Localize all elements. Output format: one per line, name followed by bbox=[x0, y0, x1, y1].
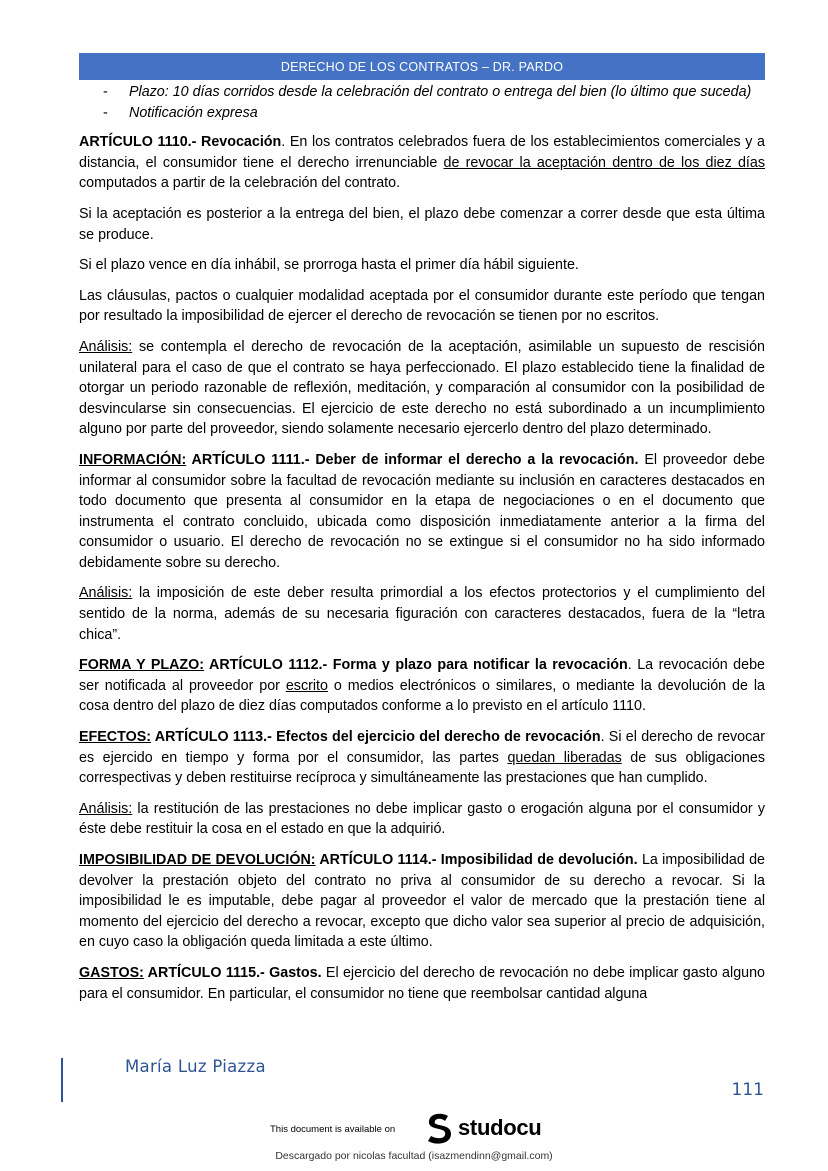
article-heading: ARTÍCULO 1110.- Revocación bbox=[79, 134, 282, 151]
analysis-paragraph bbox=[79, 337, 765, 440]
text-run: o medios electrónicos o similares, o mediante la devolución de la cosa dentro del plazo de diez días computados conforme a lo previsto en el artículo 1110. bbox=[79, 677, 766, 715]
downloaded-by-text: Descargado por nicolas facultad (isazmendinn@gmail.com) bbox=[275, 1150, 553, 1162]
text-run: de sus obligaciones correspectivas y deben restituirse recíproca y simultáneamente las prestaciones que han cumplido. bbox=[79, 749, 765, 787]
text-run: se contempla el derecho de revocación de la aceptación, asimilable un supuesto de rescisión unilateral para el caso de que el contrato se haya perfeccionado. El plazo establecido tiene la finalidad de otorgar un periodo razonable de reflexión, meditación, y comparación al consumidor con la posibilidad de desvincularse sin consecuencias. El ejercicio de este derecho no está subordinado a un incumplimiento alguno por parte del proveedor, siendo solamente necesario ejercerlo dentro del plazo determinado. bbox=[79, 338, 765, 438]
underlined-text: quedan liberadas bbox=[507, 749, 622, 766]
text-run: . Si el derecho de revocar es ejercido en tiempo y forma por el consumidor, las partes bbox=[79, 729, 765, 766]
article-1115-paragraph bbox=[79, 963, 765, 1004]
article-1113-paragraph bbox=[79, 727, 765, 789]
header-title: DERECHO DE LOS CONTRATOS – DR. PARDO bbox=[280, 59, 564, 74]
dash-marker: - bbox=[103, 104, 108, 121]
studocu-logo[interactable] bbox=[424, 1112, 541, 1144]
text-run: La imposibilidad de devolver la prestación objeto del contrato no priva al consumidor de su derecho a revocar. Si la imposibilidad le es imputable, debe pagar al proveedor el valor de mercado que la prestación tiene al momento del ejercicio del derecho a revocar, excepto que dicho valor sea superior al precio de adquisición, en cuyo caso la obligación queda limitada a este último. bbox=[79, 852, 765, 951]
dash-marker: - bbox=[103, 84, 108, 100]
section-label: FORMA Y PLAZO: bbox=[79, 657, 205, 674]
studocu-s-icon bbox=[424, 1112, 454, 1144]
text-run: la imposición de este deber resulta primordial a los efectos protectorios y el cumplimiento del sentido de la norma, además de su necesaria figuración con caracteres destacados, fuera de la “letra chica”. bbox=[79, 585, 765, 643]
article-heading: ARTÍCULO 1111.- Deber de informar el derecho a la revocación. bbox=[186, 451, 639, 468]
article-heading: ARTÍCULO 1115.- Gastos. bbox=[143, 964, 322, 981]
analysis-paragraph bbox=[79, 799, 765, 840]
text-run: la restitución de las prestaciones no debe implicar gasto o erogación alguna por el consumidor y éste debe restituir la cosa en el estado en que la adquirió. bbox=[79, 800, 765, 838]
analysis-label: Análisis: bbox=[79, 800, 133, 817]
author-name: María Luz Piazza bbox=[125, 1057, 266, 1076]
article-heading: ARTÍCULO 1114.- Imposibilidad de devolución. bbox=[315, 852, 638, 868]
article-1111-paragraph bbox=[79, 450, 765, 574]
page-header bbox=[79, 53, 765, 80]
bullet-text: Notificación expresa bbox=[129, 104, 258, 121]
paragraph: Las cláusulas, pactos o cualquier modalidad aceptada por el consumidor durante este período que tengan por resultado la imposibilidad de ejercer el derecho de revocación se tienen por no escritos. bbox=[79, 287, 765, 325]
analysis-paragraph bbox=[79, 583, 765, 645]
footer-divider bbox=[61, 1058, 63, 1102]
list-item bbox=[79, 82, 765, 103]
text-run: El ejercicio del derecho de revocación no debe implicar gasto alguno para el consumidor. En particular, el consumidor no tiene que reembolsar cantidad alguna bbox=[79, 964, 765, 1002]
paragraph: Si la aceptación es posterior a la entrega del bien, el plazo debe comenzar a correr desde que esta última se produce. bbox=[79, 205, 765, 243]
analysis-label: Análisis: bbox=[79, 338, 133, 355]
section-label: IMPOSIBILIDAD DE DEVOLUCIÓN: bbox=[79, 852, 316, 868]
text-run: . La revocación debe ser notificada al proveedor por bbox=[79, 657, 765, 694]
section-label: INFORMACIÓN: bbox=[79, 451, 187, 468]
article-1114-paragraph bbox=[79, 850, 765, 953]
text-run: . En los contratos celebrados fuera de los establecimientos comerciales y a distancia, el consumidor tiene el derecho irrenunciable bbox=[79, 134, 765, 171]
article-1112-paragraph bbox=[79, 655, 765, 717]
analysis-label: Análisis: bbox=[79, 585, 133, 602]
section-label: EFECTOS: bbox=[79, 729, 152, 746]
article-heading: ARTÍCULO 1113.- Efectos del ejercicio del derecho de revocación bbox=[151, 729, 601, 746]
article-heading: ARTÍCULO 1112.- Forma y plazo para notificar la revocación bbox=[204, 657, 628, 674]
underlined-text: escrito bbox=[285, 677, 328, 694]
article-1110-paragraph bbox=[79, 132, 765, 194]
bullet-text: Plazo: 10 días corridos desde la celebración del contrato o entrega del bien (lo último que suceda) bbox=[129, 84, 752, 100]
section-label: GASTOS: bbox=[79, 964, 144, 981]
list-item bbox=[79, 103, 765, 124]
underlined-text: de revocar la aceptación dentro de los diez días bbox=[443, 154, 765, 171]
available-on-text: This document is available on bbox=[270, 1124, 396, 1135]
bullet-list bbox=[79, 82, 765, 123]
page-number: 111 bbox=[731, 1080, 764, 1100]
paragraph: Si el plazo vence en día inhábil, se prorroga hasta el primer día hábil siguiente. bbox=[79, 257, 579, 274]
text-run: computados a partir de la celebración del contrato. bbox=[79, 175, 401, 192]
document-body bbox=[79, 82, 765, 1014]
text-run: El proveedor debe informar al consumidor sobre la facultad de revocación mediante su inclusión en caracteres destacados en todo documento que presenta al consumidor en la etapa de negociaciones o en el documento que instrumenta el contrato concluido, ubicada como disposición inmediatamente anterior a la firma del consumidor o usuario. El derecho de revocación no se extingue si el consumidor no ha sido informado debidamente sobre su derecho. bbox=[79, 451, 765, 571]
studocu-brand: studocu bbox=[458, 1115, 542, 1140]
